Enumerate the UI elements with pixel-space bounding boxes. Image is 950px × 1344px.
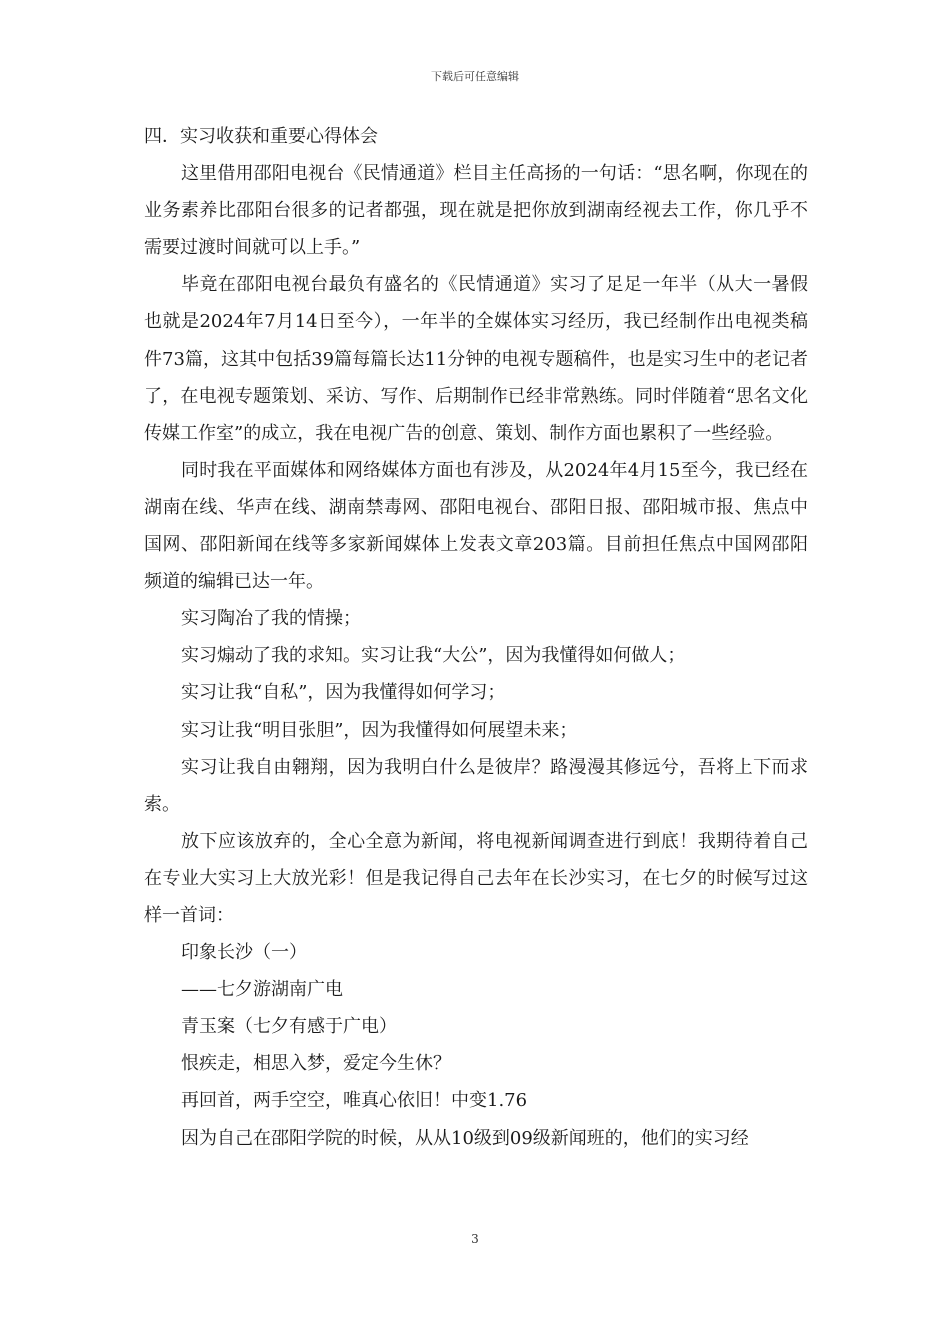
paragraph: 实习煽动了我的求知。实习让我“大公”，因为我懂得如何做人； [181,645,686,667]
paragraph: 实习让我自由翱翔，因为我明白什么是彼岸？路漫漫其修远兮，吾将上下而求索。 [144,756,808,815]
poem-line: 再回首，两手空空，唯真心依旧！中变1.76 [181,1090,528,1112]
poem-subtitle: ——七夕游湖南广电 [181,979,343,1001]
poem-title: 印象长沙（一） [181,942,307,964]
paragraph: 实习陶冶了我的情操； [181,608,361,630]
page-number: 3 [471,1232,479,1246]
paragraph: 实习让我“自私”，因为我懂得如何学习； [181,682,506,704]
document-body [144,118,808,1157]
paragraph: 毕竟在邵阳电视台最负有盛名的《民情通道》实习了足足一年半（从大一暑假也就是2024年7月14日至今），一年半的全媒体实习经历，我已经制作出电视类稿件73篇，这其中包括39篇每篇长达11分钟的电视专题稿件，也是实习生中的老记者了，在电视专题策划、采访、写作、后期制作已经非常熟练。同时伴随着“思名文化传媒工作室”的成立，我在电视广告的创意、策划、制作方面也累积了一些经验。 [144,274,808,444]
page-header: 下载后可任意编辑 [431,70,519,83]
paragraph: 这里借用邵阳电视台《民情通道》栏目主任高扬的一句话：“思名啊，你现在的业务素养比邵阳台很多的记者都强，现在就是把你放到湖南经视去工作，你几乎不需要过渡时间就可以上手。” [144,163,808,259]
paragraph: 放下应该放弃的，全心全意为新闻，将电视新闻调查进行到底！我期待着自己在专业大实习上大放光彩！但是我记得自己去年在长沙实习，在七夕的时候写过这样一首词： [144,830,808,926]
poem-line: 恨疾走，相思入梦，爱定今生休？ [181,1053,451,1075]
paragraph: 因为自己在邵阳学院的时候，从从10级到09级新闻班的，他们的实习经 [181,1127,749,1149]
poem-heading: 青玉案（七夕有感于广电） [181,1016,397,1038]
section-heading: 四．实习收获和重要心得体会 [144,126,378,147]
paragraph: 实习让我“明目张胆”，因为我懂得如何展望未来； [181,719,578,741]
paragraph: 同时我在平面媒体和网络媒体方面也有涉及，从2024年4月15至今，我已经在湖南在线、华声在线、湖南禁毒网、邵阳电视台、邵阳日报、邵阳城市报、焦点中国网、邵阳新闻在线等多家新闻媒体上发表文章203篇。目前担任焦点中国网邵阳频道的编辑已达一年。 [144,459,808,593]
